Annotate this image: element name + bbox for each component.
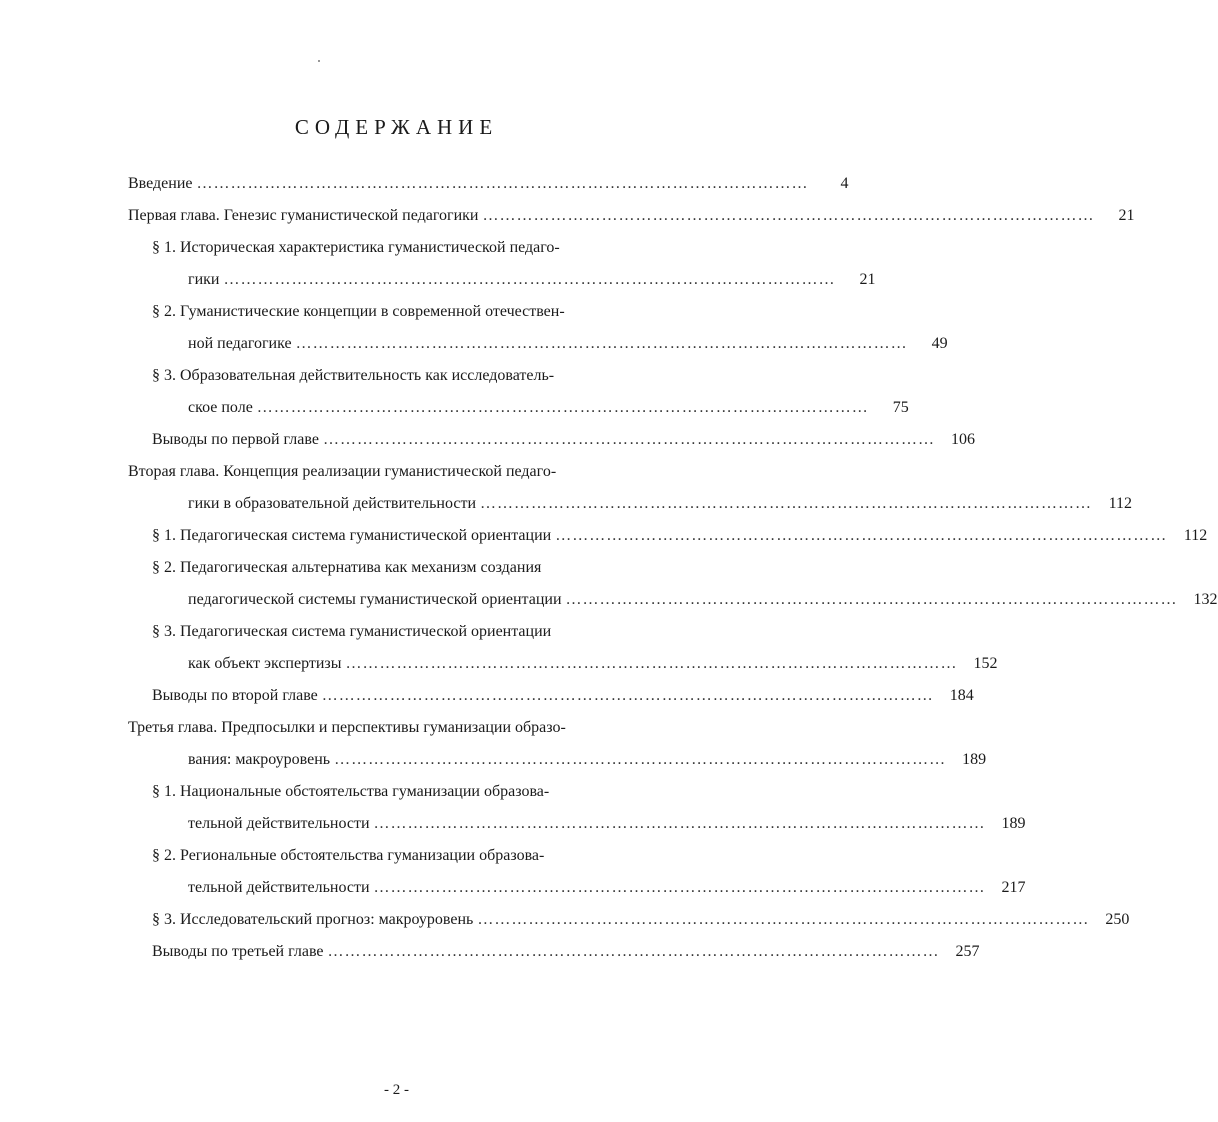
leader-dots: ……………………………………………………………………………………………… — [480, 495, 1093, 512]
toc-entry — [128, 840, 1026, 904]
toc-page-number: 257 — [955, 943, 980, 960]
toc-page-number: 49 — [931, 335, 948, 352]
toc-entry-text: Вторая глава. Концепция реализации гуманистической педаго- — [128, 463, 557, 480]
toc-entry — [128, 904, 1130, 936]
toc-page-number: 189 — [962, 751, 987, 768]
leader-dots: ……………………………………………………………………………………………… — [196, 175, 809, 192]
toc-entry-text: § 1. Педагогическая система гуманистической ориентации — [152, 527, 552, 544]
toc-entry-text: гики — [188, 271, 220, 288]
toc-entry — [128, 232, 876, 296]
toc-entry — [128, 616, 998, 680]
leader-dots: ……………………………………………………………………………………………… — [477, 911, 1090, 928]
toc-entry-text: тельной действительности — [188, 815, 370, 832]
toc-page-number: 4 — [840, 175, 849, 192]
toc-page-number: 189 — [1001, 815, 1026, 832]
toc-entry-text: § 3. Образовательная действительность как исследователь- — [152, 367, 555, 384]
leader-dots: ……………………………………………………………………………………………… — [295, 335, 908, 352]
toc-entry-text: гики в образовательной действительности — [188, 495, 477, 512]
leader-dots: ……………………………………………………………………………………………… — [321, 687, 934, 704]
toc-entry — [128, 552, 1218, 616]
toc-entry-text: ной педагогике — [188, 335, 292, 352]
toc-entry — [128, 520, 1208, 552]
toc-entry — [128, 168, 849, 200]
toc-page-number: 250 — [1105, 911, 1130, 928]
toc-entry-text: тельной действительности — [188, 879, 370, 896]
toc-entry — [128, 296, 948, 360]
toc-page-number: 75 — [892, 399, 909, 416]
leader-dots: ……………………………………………………………………………………………… — [565, 591, 1178, 608]
toc-entry — [128, 360, 909, 424]
toc-page-number: 152 — [973, 655, 998, 672]
leader-dots: ……………………………………………………………………………………………… — [223, 271, 836, 288]
leader-dots: ……………………………………………………………………………………………… — [373, 879, 986, 896]
page-title: СОДЕРЖАНИЕ — [294, 115, 499, 139]
toc-entry-text: Введение — [128, 175, 193, 192]
leader-dots: ……………………………………………………………………………………………… — [555, 527, 1168, 544]
toc-entry-text: § 2. Педагогическая альтернатива как механизм создания — [152, 559, 542, 576]
leader-dots: ……………………………………………………………………………………………… — [334, 751, 947, 768]
toc-entry-text: как объект экспертизы — [188, 655, 342, 672]
leader-dots: ……………………………………………………………………………………………… — [256, 399, 869, 416]
toc-entry — [128, 200, 1135, 232]
toc-entry — [128, 712, 987, 776]
toc-entry-text: § 3. Педагогическая система гуманистической ориентации — [152, 623, 552, 640]
leader-dots: ……………………………………………………………………………………………… — [322, 431, 935, 448]
toc-page-number: 112 — [1183, 527, 1208, 544]
scan-speck — [318, 60, 320, 62]
toc-entry-text: вания: макроуровень — [188, 751, 331, 768]
toc-page-number: 21 — [1118, 207, 1135, 224]
toc-entry-text: § 2. Гуманистические концепции в современной отечествен- — [152, 303, 565, 320]
toc-page-number: 132 — [1193, 591, 1218, 608]
toc-page-number: 112 — [1108, 495, 1133, 512]
toc-entry-text: § 1. Национальные обстоятельства гуманизации образова- — [152, 783, 550, 800]
toc-entry-text: педагогической системы гуманистической ориентации — [188, 591, 562, 608]
toc-entry-text: Выводы по первой главе — [152, 431, 319, 448]
toc-page-number: 21 — [859, 271, 876, 288]
toc-entry-text: Первая глава. Генезис гуманистической педагогики — [128, 207, 479, 224]
leader-dots: ……………………………………………………………………………………………… — [482, 207, 1095, 224]
toc-entry-text: ское поле — [188, 399, 253, 416]
toc-entry — [128, 936, 980, 968]
page-number: - 2 - — [384, 1082, 409, 1098]
toc-entry — [128, 776, 1026, 840]
toc-entry-text: § 1. Историческая характеристика гуманистической педаго- — [152, 239, 560, 256]
toc-entry-text: Третья глава. Предпосылки и перспективы гуманизации образо- — [128, 719, 566, 736]
toc-entry-text: Выводы по третьей главе — [152, 943, 324, 960]
toc-entry-text: § 2. Региональные обстоятельства гуманизации образова- — [152, 847, 545, 864]
toc-entry — [128, 456, 1133, 520]
toc-page-number: 217 — [1001, 879, 1026, 896]
leader-dots: ……………………………………………………………………………………………… — [345, 655, 958, 672]
toc-page-number: 106 — [950, 431, 975, 448]
toc-entry-text: § 3. Исследовательский прогноз: макроуровень — [152, 911, 474, 928]
table-of-contents — [128, 168, 1218, 968]
leader-dots: ……………………………………………………………………………………………… — [327, 943, 940, 960]
toc-entry — [128, 680, 974, 712]
toc-entry — [128, 424, 975, 456]
toc-entry-text: Выводы по второй главе — [152, 687, 318, 704]
toc-page-number: 184 — [949, 687, 974, 704]
leader-dots: ……………………………………………………………………………………………… — [373, 815, 986, 832]
